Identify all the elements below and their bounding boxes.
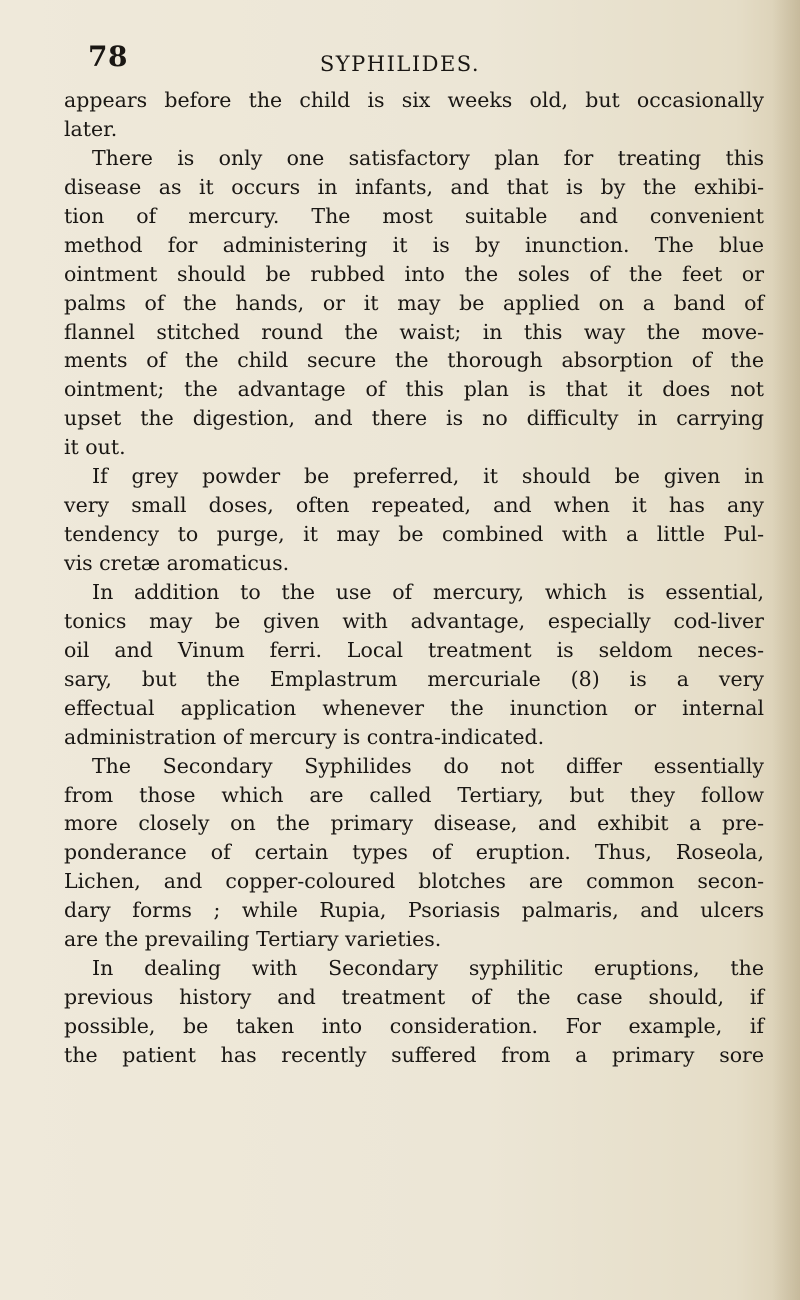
text-line: tion of mercury. The most suitable and convenient	[64, 203, 764, 228]
text-line: more closely on the primary disease, and exhibit a pre-	[64, 811, 764, 836]
text-line: In addition to the use of mercury, which is essential,	[92, 579, 764, 604]
text-line: If grey powder be preferred, it should be given in	[92, 464, 764, 489]
text-line: tendency to purge, it may be combined with a little Pul-	[64, 522, 764, 547]
text-line: There is only one satisfactory plan for treating this	[92, 145, 764, 170]
text-line: it out.	[64, 435, 126, 460]
text-line: effectual application whenever the inunction or internal	[64, 695, 764, 720]
running-title: SYPHILIDES.	[319, 52, 481, 76]
page-header	[0, 40, 800, 84]
text-line: very small doses, often repeated, and when it has any	[64, 493, 764, 518]
text-line: disease as it occurs in infants, and that is by the exhibi-	[64, 174, 764, 199]
page-edge-shadow	[772, 0, 800, 1300]
text-line: palms of the hands, or it may be applied on a band of	[64, 290, 764, 315]
text-line: flannel stitched round the waist; in this way the move-	[64, 319, 764, 344]
text-line: dary forms ; while Rupia, Psoriasis palmaris, and ulcers	[64, 898, 764, 923]
page-number: 78	[88, 40, 128, 73]
text-line: from those which are called Tertiary, but they follow	[64, 782, 764, 807]
text-line: previous history and treatment of the case should, if	[64, 985, 764, 1010]
text-line: ments of the child secure the thorough absorption of the	[64, 348, 764, 373]
text-line: administration of mercury is contra-indicated.	[64, 724, 545, 749]
text-line: ponderance of certain types of eruption. Thus, Roseola,	[64, 840, 764, 865]
text-line: vis cretæ aromaticus.	[64, 551, 290, 575]
text-line: oil and Vinum ferri. Local treatment is seldom neces-	[64, 637, 764, 662]
text-line: appears before the child is six weeks old, but occasionally	[64, 88, 764, 112]
text-line: Lichen, and copper-coloured blotches are common secon-	[64, 869, 764, 894]
text-line: are the prevailing Tertiary varieties.	[64, 927, 442, 952]
text-line: ointment should be rubbed into the soles of the feet or	[64, 261, 764, 286]
text-line: upset the digestion, and there is no difficulty in carrying	[64, 406, 764, 431]
text-line: The Secondary Syphilides do not differ essentially	[92, 753, 764, 778]
text-line: method for administering it is by inunction. The blue	[64, 232, 764, 257]
text-line: ointment; the advantage of this plan is that it does not	[64, 377, 764, 402]
text-line: tonics may be given with advantage, especially cod-liver	[64, 608, 764, 633]
text-line: later.	[64, 116, 118, 141]
body-text	[64, 86, 764, 1070]
text-line: the patient has recently suffered from a primary sore	[64, 1042, 764, 1067]
text-line: In dealing with Secondary syphilitic eruptions, the	[92, 956, 764, 981]
text-line: possible, be taken into consideration. For example, if	[64, 1014, 764, 1038]
text-line: sary, but the Emplastrum mercuriale (8) is a very	[64, 666, 764, 691]
